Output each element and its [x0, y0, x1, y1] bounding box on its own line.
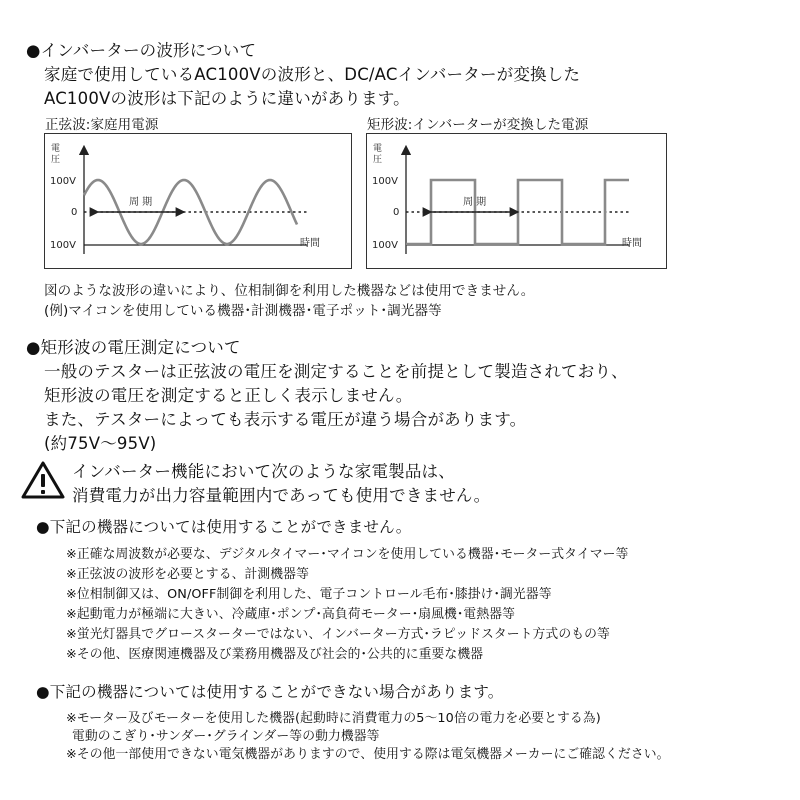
- y-tick-bottom: 100V: [50, 240, 76, 251]
- y-tick-top: 100V: [372, 176, 398, 187]
- chart-note-1: 図のような波形の違いにより、位相制御を利用した機器などは使用できません。: [44, 283, 535, 299]
- period-label: 周 期: [129, 197, 153, 208]
- section-voltage-line-2: 矩形波の電圧を測定すると正しく表示しません。: [44, 386, 413, 405]
- possibly-unusable-item-1: ※モーター及びモーターを使用した機器(起動時に消費電力の5～10倍の電力を必要とする為): [66, 711, 601, 726]
- x-axis-label: 時間: [300, 238, 320, 249]
- section-voltage-measurement-heading: ●矩形波の電圧測定について: [26, 338, 241, 357]
- section-voltage-line-4: (約75V～95V): [44, 434, 157, 453]
- section-inverter-waveform-line-1: 家庭で使用しているAC100Vの波形と、DC/ACインバーターが変換した: [44, 65, 581, 84]
- section-voltage-line-1: 一般のテスターは正弦波の電圧を測定することを前提として製造されており、: [44, 362, 628, 381]
- possibly-unusable-item-3: ※その他一部使用できない電気機器がありますので、使用する際は電気機器メーカーにご確認ください。: [66, 747, 670, 762]
- y-tick-zero: 0: [71, 207, 78, 218]
- y-label-char-2: 圧: [51, 155, 61, 165]
- chart-note-2: (例)マイコンを使用している機器･計測機器･電子ポット･調光器等: [44, 303, 442, 319]
- period-label: 周 期: [463, 197, 487, 208]
- y-tick-zero: 0: [393, 207, 400, 218]
- unusable-item-4: ※起動電力が極端に大きい、冷蔵庫･ポンプ･高負荷モーター･扇風機･電熱器等: [66, 607, 516, 622]
- square-wave-svg: [367, 134, 666, 268]
- section-voltage-line-3: また、テスターによっても表示する電圧が違う場合があります。: [44, 410, 527, 429]
- y-label-char-1: 電: [51, 144, 61, 154]
- section-inverter-waveform-heading: ●インバーターの波形について: [26, 41, 257, 60]
- y-label-char-1: 電: [373, 144, 383, 154]
- sine-wave-chart: [44, 133, 352, 269]
- warning-icon: [20, 459, 66, 501]
- possibly-unusable-item-2: 電動のこぎり･サンダー･グラインダー等の動力機器等: [72, 729, 380, 744]
- warning-line-2: 消費電力が出力容量範囲内であっても使用できません。: [72, 486, 491, 505]
- unusable-devices-heading: ●下記の機器については使用することができません。: [36, 518, 412, 536]
- square-wave-chart: [366, 133, 667, 269]
- unusable-item-6: ※その他、医療関連機器及び業務用機器及び社会的･公共的に重要な機器: [66, 647, 484, 662]
- sine-wave-svg: [45, 134, 351, 268]
- section-inverter-waveform-line-2: AC100Vの波形は下記のように違いがあります。: [44, 89, 410, 108]
- warning-line-1: インバーター機能において次のような家電製品は、: [72, 462, 455, 481]
- square-chart-caption: 矩形波:インバーターが変換した電源: [367, 117, 589, 133]
- unusable-item-2: ※正弦波の波形を必要とする、計測機器等: [66, 567, 309, 582]
- sine-chart-caption: 正弦波:家庭用電源: [45, 117, 159, 133]
- y-tick-bottom: 100V: [372, 240, 398, 251]
- possibly-unusable-heading: ●下記の機器については使用することができない場合があります。: [36, 683, 504, 701]
- x-axis-label: 時間: [622, 238, 642, 249]
- unusable-item-3: ※位相制御又は、ON/OFF制御を利用した、電子コントロール毛布･膝掛け･調光器等: [66, 587, 552, 602]
- y-tick-top: 100V: [50, 176, 76, 187]
- y-label-char-2: 圧: [373, 155, 383, 165]
- unusable-item-1: ※正確な周波数が必要な、デジタルタイマー･マイコンを使用している機器･モーター式タイマー等: [66, 547, 629, 562]
- unusable-item-5: ※蛍光灯器具でグロースターターではない、インバーター方式･ラピッドスタート方式のもの等: [66, 627, 610, 642]
